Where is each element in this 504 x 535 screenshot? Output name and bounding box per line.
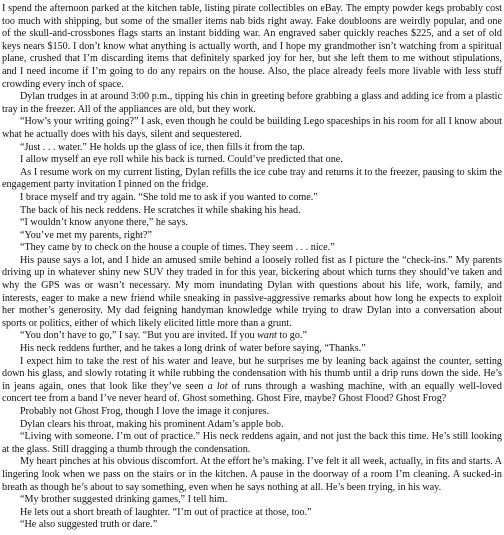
paragraph xyxy=(2,431,502,456)
paragraph-text: “I wouldn’t know anyone there,” he says. xyxy=(20,217,188,229)
paragraph-text: “You’ve met my parents, right?” xyxy=(20,229,152,241)
paragraph-text: Dylan clears his throat, making his prominent Adam’s apple bob. xyxy=(20,418,284,430)
paragraph xyxy=(2,242,502,255)
paragraph xyxy=(2,167,502,192)
paragraph-text: I allow myself an eye roll while his back is turned. Could’ve predicted that one. xyxy=(20,154,343,166)
paragraph-text: “How’s your writing going?” I ask, even though he could be building Lego spaceships in his room for all I know about what he actually does with his days, silent and sequestered. xyxy=(2,116,502,140)
paragraph-text: Dylan trudges in at around 3:00 p.m., tipping his chin in greeting before grabbing a glass and adding ice from a plastic tray in the freezer. All of the appliances are old, but they work. xyxy=(2,91,502,115)
paragraph-text: I spend the afternoon parked at the kitchen table, listing pirate collectibles on eBay. The empty powder kegs probably cost too much with shipping, but some of the smaller items nab bids right away. Fake doubloons are weirdly popular, and one of the skull-and-crossbones flags starts an instant bidding war. An engraved saber quickly reaches $225, and a set of old keys nears $150. I don’t know what anything is actually worth, and I hope my grandmother isn’t watching from a spiritual plane, crushed that I’m discarding items that definitely sparked joy for her, but she left them to me without stipulations, and I need income if I’m going to do any repairs on the house. Also, the place already feels more livable with less stuff crowding every inch of space. xyxy=(2,3,502,90)
paragraph xyxy=(2,330,502,343)
paragraph xyxy=(2,494,502,507)
paragraph xyxy=(2,507,502,520)
paragraph xyxy=(2,142,502,155)
paragraph-text: of runs through a washing machine, with an equally well-loved concert tee from a band I’ve never heard of. Ghost something. Ghost Fire, maybe? Ghost Flood? Ghost Frog? xyxy=(2,380,502,405)
paragraph xyxy=(2,116,502,141)
paragraph-text: to go.” xyxy=(276,330,307,342)
paragraph-text: “You don’t have to go,” I say. “But you are invited. If you xyxy=(20,330,258,342)
paragraph xyxy=(2,456,502,494)
paragraph xyxy=(2,419,502,432)
paragraph xyxy=(2,91,502,116)
paragraph-text: “He also suggested truth or dare.” xyxy=(20,519,158,531)
paragraph-text: “My brother suggested drinking games,” I tell him. xyxy=(20,494,228,506)
paragraph xyxy=(2,217,502,230)
paragraph xyxy=(2,356,502,406)
paragraph xyxy=(2,519,502,532)
paragraph-text: My heart pinches at his obvious discomfort. At the effort he’s making. I’ve felt it all week, actually, in fits and starts. A lingering look when we pass on the stairs or in the kitchen. A pause in the doorway of a room I’m cleaning. A sucked-in breath as though he’s about to say something, even when he says nothing at all. He’s been trying, in his way. xyxy=(2,456,502,493)
paragraph xyxy=(2,154,502,167)
emphasis-text: want xyxy=(257,330,277,342)
paragraph-text: The back of his neck reddens. He scratches it while shaking his head. xyxy=(20,204,301,216)
paragraph-text: “They came by to check on the house a couple of times. They seem . . . nice.” xyxy=(20,242,335,254)
paragraph-text: As I resume work on my current listing, Dylan refills the ice cube tray and returns it to the freezer, pausing to skim the engagement party invitation I pinned on the fridge. xyxy=(2,166,502,191)
paragraph-text: I brace myself and try again. “She told me to ask if you wanted to come.” xyxy=(20,191,318,203)
document-body xyxy=(2,3,502,532)
paragraph-text: Probably not Ghost Frog, though I love the image it conjures. xyxy=(20,406,270,417)
emphasis-text: a lot xyxy=(207,380,228,392)
paragraph xyxy=(2,230,502,243)
paragraph xyxy=(2,192,502,205)
paragraph-text: His neck reddens further, and he takes a long drink of water before saying, “Thanks.” xyxy=(20,343,366,355)
paragraph-text: He lets out a short breath of laughter. “I’m out of practice at those, too.” xyxy=(20,506,312,518)
paragraph-text: I expect him to take the rest of his water and leave, but he surprises me by leaning back against the counter, setting down his glass, and slowly rotating it while rubbing the condensation with his thumb until a drip runs down the side. He’s in jeans again, ones that look like they’ve seen xyxy=(2,355,502,392)
paragraph-text: “Living with someone. I’m out of practice.” His neck reddens again, and not just the back this time. He’s still looking at the glass. Still dragging a thumb through the condensation. xyxy=(2,431,502,455)
paragraph xyxy=(2,205,502,218)
paragraph xyxy=(2,343,502,356)
paragraph xyxy=(2,406,502,419)
paragraph xyxy=(2,255,502,331)
paragraph-text: His pause says a lot, and I hide an amused smile behind a loosely rolled fist as I picture the “check-ins.” My parents driving up in whatever shiny new SUV they traded in for this year, bickering about which turns they should’ve taken and why the GPS was or wasn’t necessary. My mom inundating Dylan with questions about his life, work, family, and interests, eager to make a new friend while sneaking in passive-aggressive remarks about how long he expects to exploit her mother’s generosity. My dad feigning handyman knowledge while trying to draw Dylan into a conversation about sports or politics, either of which likely elicited little more than a grunt. xyxy=(2,254,502,329)
paragraph-text: “Just . . . water.” He holds up the glass of ice, then fills it from the tap. xyxy=(20,141,305,153)
paragraph xyxy=(2,3,502,91)
